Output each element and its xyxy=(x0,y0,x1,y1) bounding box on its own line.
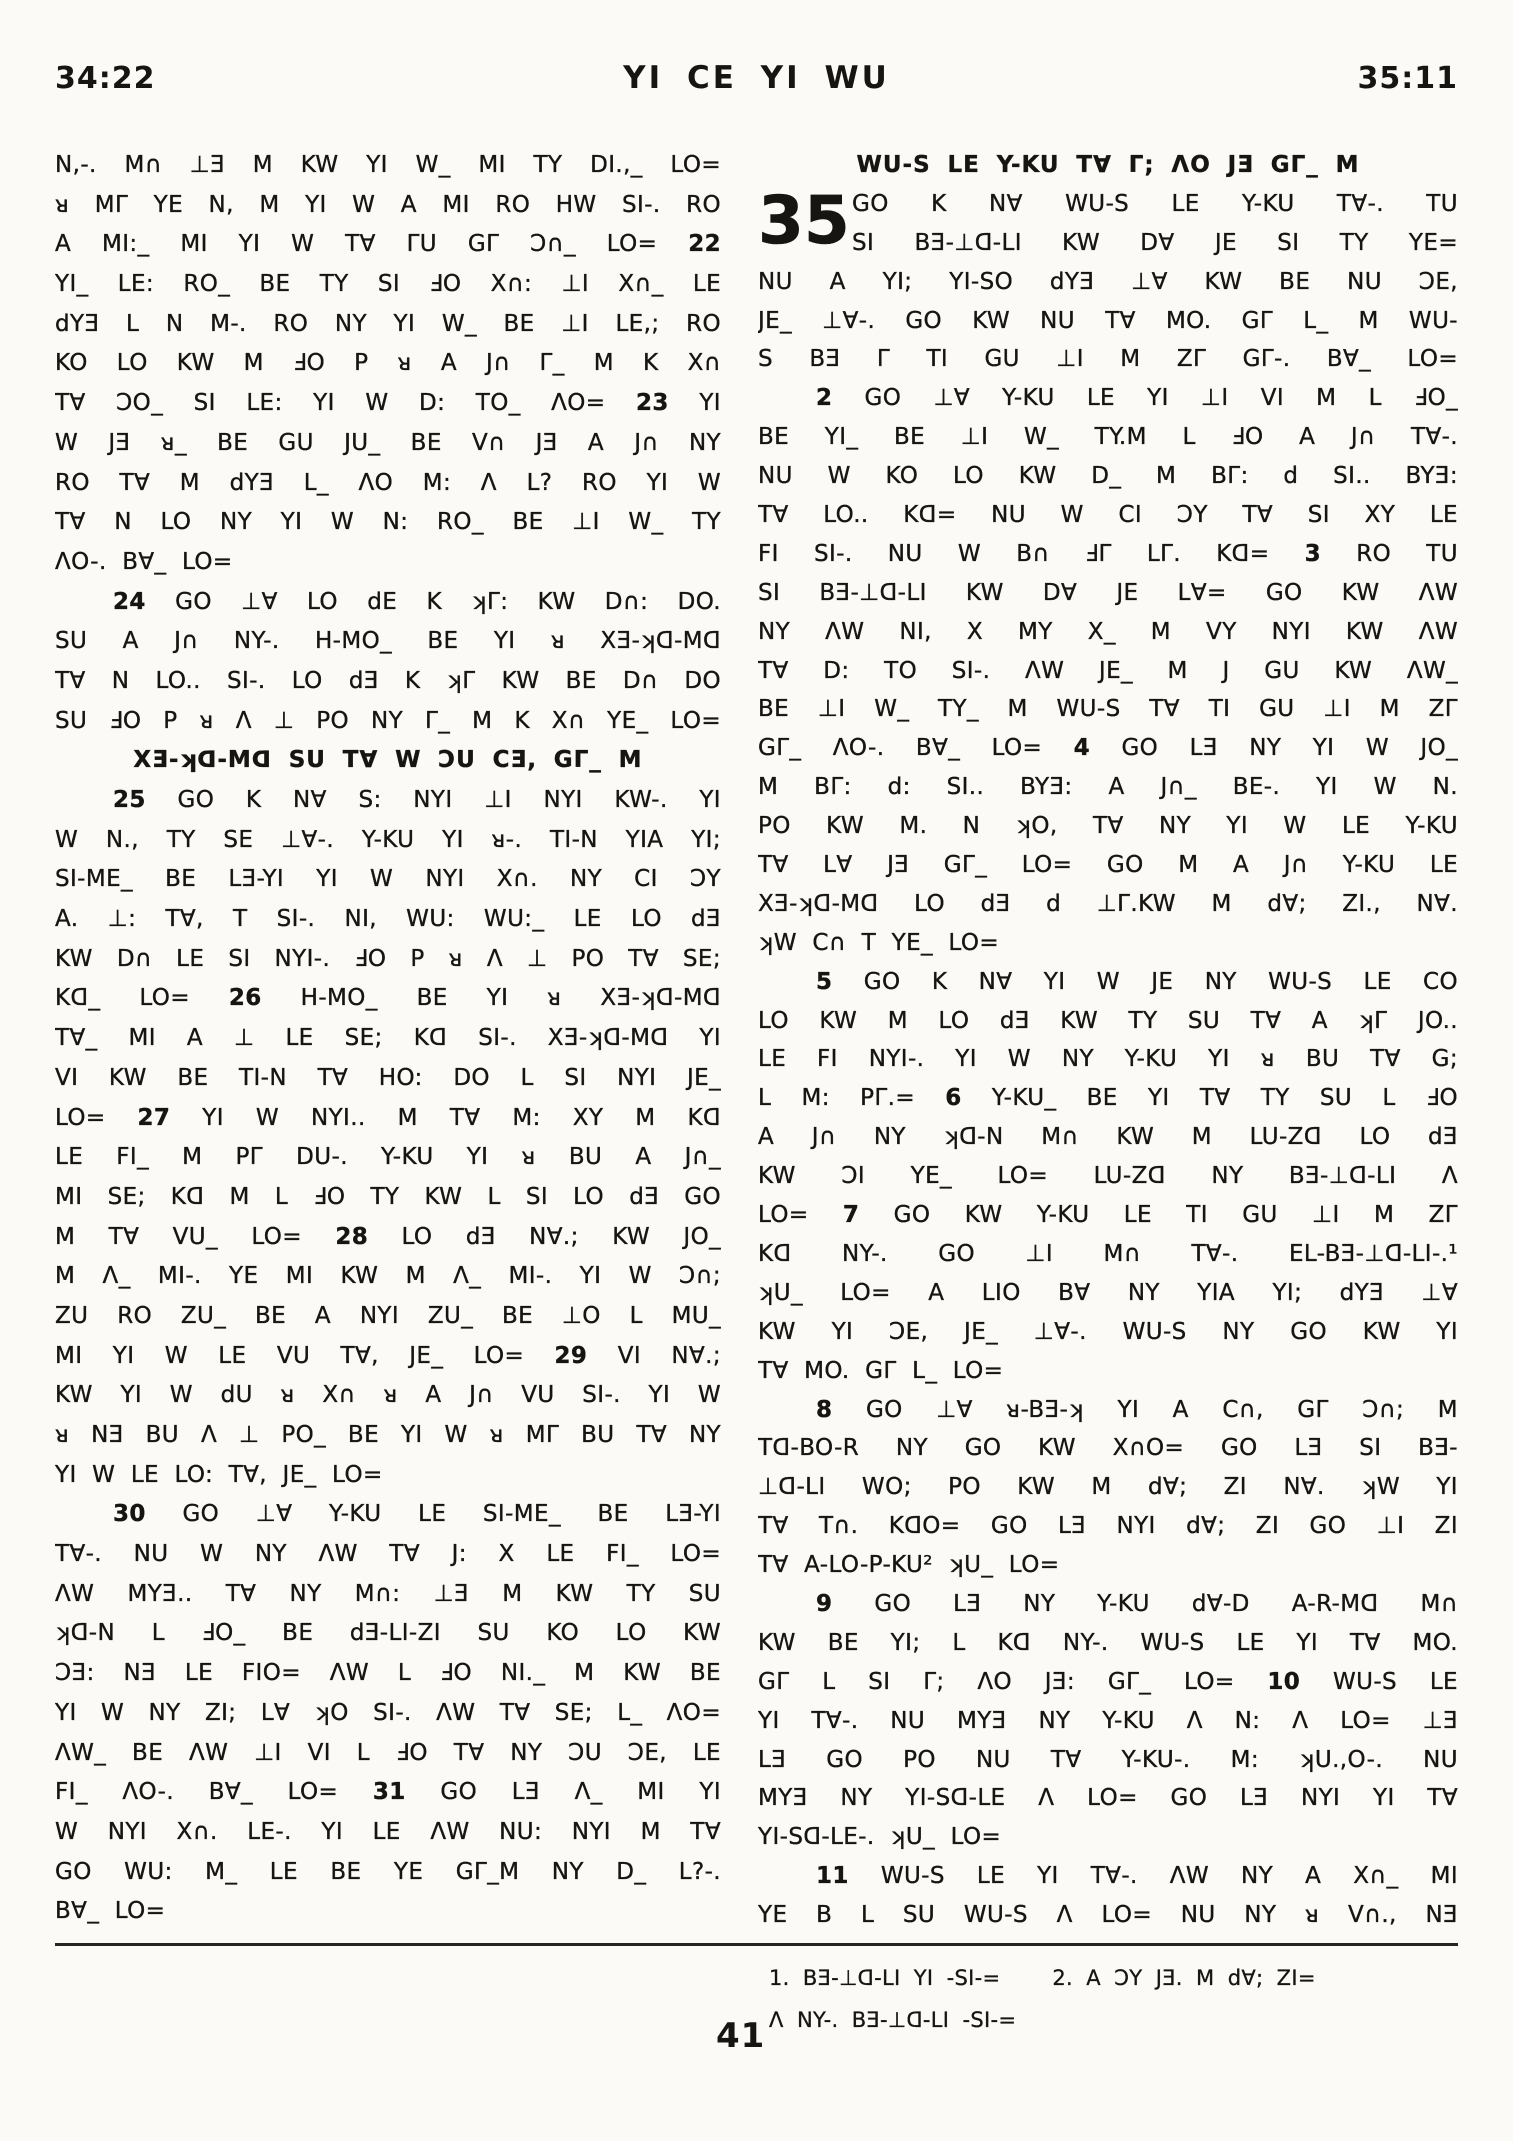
text-line xyxy=(55,1337,721,1377)
text-run: YI W LE LO: T∀, JE_ LO= xyxy=(55,1461,383,1488)
text-line xyxy=(758,496,1458,535)
bold-text: XƎ-ʞᗡ-Mᗡ SU T∀ W ƆU CƎ, GΓ_ M xyxy=(133,747,643,774)
section-heading xyxy=(55,741,721,781)
text-line xyxy=(55,900,721,940)
text-run: M BΓ: d: SI.. BYƎ: A J∩_ BE-. YI W N. xyxy=(758,774,1458,801)
verse-number: 5 xyxy=(816,968,833,995)
text-line xyxy=(55,1059,721,1099)
text-line xyxy=(55,940,721,980)
text-run: LO= xyxy=(758,1202,843,1229)
text-run: LE FI_ M PΓ DU-. Y-KU YI ᴚ BU A J∩_ xyxy=(55,1144,721,1171)
text-line xyxy=(55,265,721,305)
text-run: GO ⊥∀ ᴚ-BƎ-ʞ YI A C∩, GΓ Ɔ∩; M xyxy=(832,1396,1458,1423)
text-run: WU-S LE YI T∀-. ΛW NY A X∩_ MI xyxy=(848,1863,1458,1890)
text-line xyxy=(55,860,721,900)
verse-number: 10 xyxy=(1267,1668,1301,1695)
chapter-number: 35 xyxy=(758,181,850,259)
text-line xyxy=(758,1196,1458,1235)
chapter-opening-lines xyxy=(852,185,1458,263)
text-run: VI N∀.; xyxy=(587,1342,721,1369)
text-run: SI-ME_ BE LƎ-YI YI W NYI X∩. NY CI ƆY xyxy=(55,866,721,893)
text-line xyxy=(758,574,1458,613)
text-run: BE YI_ BE ⊥I W_ TY.M L ℲO A J∩ T∀-. xyxy=(758,424,1458,451)
text-run: H-MO_ BE YI ᴚ XƎ-ʞᗡ-Mᗡ xyxy=(261,985,721,1012)
text-run: SU A J∩ NY-. H-MO_ BE YI ᴚ XƎ-ʞᗡ-Mᗡ xyxy=(55,628,721,655)
text-run: Y-KU_ BE YI T∀ TY SU L ℲO xyxy=(961,1085,1458,1112)
text-run: YI xyxy=(668,390,721,417)
text-run: BE ⊥I W_ TY_ M WU-S T∀ TI GU ⊥I M ZΓ xyxy=(758,696,1458,723)
text-run: B∀_ LO= xyxy=(55,1898,166,1925)
text-line xyxy=(758,1546,1458,1585)
text-run: MI YI W LE VU T∀, JE_ LO= xyxy=(55,1342,555,1369)
text-run: YI-Sᗡ-LE-. ʞU_ LO= xyxy=(758,1824,1002,1851)
text-run: JE_ ⊥∀-. GO KW NU T∀ MO. GΓ L_ M WU- xyxy=(758,307,1458,334)
page-number: 41 xyxy=(716,2016,766,2056)
text-line xyxy=(758,1118,1458,1157)
text-run: KW BE YI; L Kᗡ NY-. WU-S LE YI T∀ MO. xyxy=(758,1629,1458,1656)
text-run: VI KW BE TI-N T∀ HO: DO L SI NYI JE_ xyxy=(55,1064,721,1091)
text-line xyxy=(55,186,721,226)
text-line xyxy=(55,979,721,1019)
text-run: ʞW C∩ T YE_ LO= xyxy=(758,929,1000,956)
footnote-entry: Λ NY-. BƎ-⊥ᗡ-LI -SI-= xyxy=(769,2007,1017,2032)
text-line xyxy=(758,1391,1458,1430)
right-column xyxy=(758,146,1458,1935)
text-line xyxy=(758,1896,1458,1935)
text-line xyxy=(55,702,721,742)
text-line xyxy=(55,1734,721,1774)
text-run: T∀ L∀ JƎ GΓ_ LO= GO M A J∩ Y-KU LE xyxy=(758,852,1458,879)
text-run: GO ⊥∀ LO dE K ʞΓ: KW D∩: DO. xyxy=(145,588,721,615)
text-run: T∀-. NU W NY ΛW T∀ J: X LE FI_ LO= xyxy=(55,1541,721,1568)
text-run: GΓ L SI Γ; ΛO JƎ: GΓ_ LO= xyxy=(758,1668,1268,1695)
text-run: M T∀ VU_ LO= xyxy=(55,1223,336,1250)
text-run: A MI:_ MI YI W T∀ ΓU GΓ Ɔ∩_ LO= xyxy=(55,231,689,258)
verse-number: 3 xyxy=(1304,540,1322,567)
text-line xyxy=(55,583,721,623)
text-run: ʞU_ LO= A LIO B∀ NY YIA YI; dYƎ ⊥∀ xyxy=(758,1279,1458,1306)
text-line xyxy=(758,535,1458,574)
text-line xyxy=(758,1857,1458,1896)
text-run: Kᗡ_ LO= xyxy=(55,985,229,1012)
text-run: LƎ GO PO NU T∀ Y-KU-. M: ʞU.,O-. NU xyxy=(758,1746,1458,1773)
verse-number: 29 xyxy=(554,1342,588,1369)
text-run: LO= xyxy=(55,1104,138,1131)
text-line xyxy=(758,1779,1458,1818)
text-line xyxy=(758,1663,1458,1702)
text-run: ʞᗡ-N L ℲO_ BE dƎ-LI-ZI SU KO LO KW xyxy=(55,1620,721,1647)
text-line xyxy=(758,1585,1458,1624)
text-line xyxy=(758,690,1458,729)
text-line xyxy=(758,1818,1458,1857)
footnotes xyxy=(769,1957,1458,2041)
footnote-line xyxy=(769,1999,1458,2041)
text-run: YI T∀-. NU MYƎ NY Y-KU Λ N: Λ LO= ⊥Ǝ xyxy=(758,1707,1458,1734)
text-line xyxy=(55,1257,721,1297)
verse-number: 30 xyxy=(113,1501,146,1528)
text-line xyxy=(758,340,1458,379)
text-line xyxy=(55,1535,721,1575)
text-run: T∀ N LO NY YI W N: RO_ BE ⊥I W_ TY xyxy=(55,509,721,536)
footnote-line xyxy=(769,1957,1458,1999)
verse-number: 23 xyxy=(636,390,669,417)
text-line xyxy=(55,344,721,384)
text-line xyxy=(758,613,1458,652)
text-line xyxy=(758,807,1458,846)
text-run: GO K N∀ YI W JE NY WU-S LE CO xyxy=(832,968,1458,995)
text-run: GO ⊥∀ Y-KU LE SI-ME_ BE LƎ-YI xyxy=(145,1501,721,1528)
verse-number: 9 xyxy=(816,1590,833,1617)
verse-number: 25 xyxy=(113,787,146,813)
bold-text: WU-S LE Y-KU T∀ Γ; ΛO JƎ GΓ_ M xyxy=(856,152,1360,178)
text-line xyxy=(55,821,721,861)
text-line xyxy=(55,1178,721,1218)
text-line xyxy=(758,1313,1458,1352)
text-line xyxy=(55,1456,721,1496)
chapter-block xyxy=(758,181,1458,263)
text-run: PO KW M. N ʞO, T∀ NY YI W LE Y-KU xyxy=(758,813,1458,840)
text-run: T∀ ƆO_ SI LE: YI W D: TO_ ΛO= xyxy=(55,390,637,417)
text-run: RO TU xyxy=(1321,540,1458,567)
text-run: NU A YI; YI-SO dYƎ ⊥∀ KW BE NU ƆE, xyxy=(758,268,1458,295)
text-line xyxy=(758,652,1458,691)
text-line xyxy=(758,1079,1458,1118)
text-run: KO LO KW M ℲO P ᴚ A J∩ Γ_ M K X∩ xyxy=(55,350,721,377)
text-line xyxy=(55,146,721,186)
text-line xyxy=(55,1853,721,1893)
verse-number: 22 xyxy=(688,231,721,258)
text-line xyxy=(55,622,721,662)
text-run: SI BƎ-⊥ᗡ-LI KW D∀ JE SI TY YE= xyxy=(852,229,1458,256)
text-line xyxy=(758,302,1458,341)
text-line xyxy=(758,1429,1458,1468)
text-line xyxy=(55,1138,721,1178)
text-line xyxy=(55,305,721,345)
text-line xyxy=(758,1741,1458,1780)
verse-number: 8 xyxy=(816,1396,833,1423)
text-run: YI W NYI.. M T∀ M: XY M Kᗡ xyxy=(170,1104,721,1131)
text-run: A J∩ NY ʞᗡ-N M∩ KW M LU-Zᗡ LO dƎ xyxy=(758,1124,1458,1151)
text-line xyxy=(55,1099,721,1139)
text-run: ΛO-. B∀_ LO= xyxy=(55,548,233,575)
text-line xyxy=(55,1813,721,1853)
verse-number: 2 xyxy=(816,385,833,412)
text-run: SU ℲO P ᴚ Λ ⊥ PO NY Γ_ M K X∩ YE_ LO= xyxy=(55,707,721,734)
text-run: M Λ_ MI-. YE MI KW M Λ_ MI-. YI W Ɔ∩; xyxy=(55,1263,721,1290)
verse-number: 31 xyxy=(372,1779,406,1806)
text-run: T∀ N LO.. SI-. LO dƎ K ʞΓ KW BE D∩ DO xyxy=(55,667,721,694)
text-line xyxy=(55,225,721,265)
verse-number: 6 xyxy=(945,1085,962,1112)
text-run: T∀ D: TO SI-. ΛW JE_ M J GU KW ΛW_ xyxy=(758,657,1458,684)
text-run: T∀ MO. GΓ L_ LO= xyxy=(758,1357,1004,1384)
text-line xyxy=(758,846,1458,885)
text-run: dYƎ L N M-. RO NY YI W_ BE ⊥I LE,; RO xyxy=(55,310,721,337)
text-columns xyxy=(55,146,1458,1935)
text-run: SI BƎ-⊥ᗡ-LI KW D∀ JE L∀= GO KW ΛW xyxy=(758,579,1458,606)
text-line xyxy=(55,662,721,702)
text-run: NY ΛW NI, X MY X_ M VY NYI KW ΛW xyxy=(758,618,1458,645)
text-line xyxy=(758,1468,1458,1507)
text-line xyxy=(758,1274,1458,1313)
left-column xyxy=(55,146,721,1935)
text-run: ᴚ NƎ BU Λ ⊥ PO_ BE YI W ᴚ MΓ BU T∀ NY xyxy=(55,1422,721,1448)
text-run: KW YI W dU ᴚ X∩ ᴚ A J∩ VU SI-. YI W xyxy=(55,1382,721,1409)
text-line xyxy=(55,1614,721,1654)
text-run: GΓ_ ΛO-. B∀_ LO= xyxy=(758,735,1074,762)
text-line xyxy=(758,1352,1458,1391)
text-line xyxy=(55,424,721,464)
text-line xyxy=(758,924,1458,963)
text-run: Kᗡ NY-. GO ⊥I M∩ T∀-. EL-BƎ-⊥ᗡ-LI-.¹ xyxy=(758,1240,1458,1267)
text-line xyxy=(758,885,1458,924)
text-line xyxy=(55,1773,721,1813)
text-run: ZU RO ZU_ BE A NYI ZU_ BE ⊥O L MU_ xyxy=(55,1302,721,1329)
text-run: MI SE; Kᗡ M L ℲO TY KW L SI LO dƎ GO xyxy=(55,1183,721,1210)
text-run: KW D∩ LE SI NYI-. ℲO P ᴚ Λ ⊥ PO T∀ SE; xyxy=(55,945,721,972)
footnote-entry: 2. A ƆY JƎ. M d∀; ZI= xyxy=(1052,1965,1316,1990)
text-run: GO ⊥∀ Y-KU LE YI ⊥I VI M L ℲO_ xyxy=(832,385,1458,412)
text-run: FI_ ΛO-. B∀_ LO= xyxy=(55,1779,373,1806)
text-run: W JƎ ᴚ_ BE GU JU_ BE V∩ JƎ A J∩ NY xyxy=(55,429,721,456)
text-line xyxy=(758,768,1458,807)
text-line xyxy=(758,1002,1458,1041)
text-run: GO LƎ NY Y-KU d∀-D A-R-Mᗡ M∩ xyxy=(832,1590,1458,1617)
verse-number: 27 xyxy=(137,1104,171,1131)
text-run: T∀ A-LO-P-KU² ʞU_ LO= xyxy=(758,1552,1060,1579)
footnote-divider xyxy=(55,1943,1458,1946)
text-run: RO T∀ M dYƎ L_ ΛO M: Λ L? RO YI W xyxy=(55,469,721,496)
verse-number: 24 xyxy=(113,588,146,615)
verse-ref-left: 34:22 xyxy=(55,61,156,96)
text-run: T∀_ MI A ⊥ LE SE; Kᗡ SI-. XƎ-ʞᗡ-Mᗡ YI xyxy=(55,1025,721,1052)
section-heading xyxy=(758,146,1458,185)
book-title: YI CE YI WU xyxy=(623,60,890,96)
text-run: LO dƎ N∀.; KW JO_ xyxy=(368,1223,721,1250)
verse-number: 4 xyxy=(1073,735,1091,762)
text-run: MYƎ NY YI-Sᗡ-LE Λ LO= GO LƎ NYI YI T∀ xyxy=(758,1785,1458,1812)
text-run: L M: PΓ.= xyxy=(758,1085,946,1112)
text-line xyxy=(55,1297,721,1337)
text-run: ΛW MYƎ.. T∀ NY M∩: ⊥Ǝ M KW TY SU xyxy=(55,1580,721,1607)
text-run: ᴚ MΓ YE N, M YI W A MI RO HW SI-. RO xyxy=(55,191,721,218)
text-run: ⊥ᗡ-LI WO; PO KW M d∀; ZI N∀. ʞW YI xyxy=(758,1474,1458,1501)
text-line xyxy=(55,1892,721,1932)
page-header xyxy=(55,0,1458,102)
text-run: ƆƎ: NƎ LE FIO= ΛW L ℲO NI._ M KW BE xyxy=(55,1660,721,1687)
text-line xyxy=(55,464,721,504)
text-run: T∀ T∩. KᗡO= GO LƎ NYI d∀; ZI GO ⊥I ZI xyxy=(758,1513,1458,1540)
text-run: YI W NY ZI; L∀ ʞO SI-. ΛW T∀ SE; L_ ΛO= xyxy=(55,1699,721,1726)
text-line xyxy=(758,418,1458,457)
text-run: A. ⊥: T∀, T SI-. NI, WU: WU:_ LE LO dƎ xyxy=(55,906,721,933)
text-line xyxy=(55,1416,721,1456)
text-run: YI_ LE: RO_ BE TY SI ℲO X∩: ⊥I X∩_ LE xyxy=(55,271,721,298)
text-run: NU W KO LO KW D_ M BΓ: d SI.. BYƎ: xyxy=(758,463,1458,490)
text-line xyxy=(55,1575,721,1615)
text-line xyxy=(55,1495,721,1535)
text-line xyxy=(55,781,721,821)
text-line xyxy=(55,1694,721,1734)
text-run: ΛW_ BE ΛW ⊥I VI L ℲO T∀ NY ƆU ƆE, LE xyxy=(55,1739,721,1766)
text-line xyxy=(55,503,721,543)
text-line xyxy=(758,1702,1458,1741)
text-run: GO WU: M_ LE BE YE GΓ_M NY D_ L?-. xyxy=(55,1858,721,1885)
text-line xyxy=(758,1040,1458,1079)
text-line xyxy=(758,963,1458,1002)
text-line xyxy=(758,729,1458,768)
text-run: FI SI-. NU W B∩ ℲΓ LΓ. Kᗡ= xyxy=(758,540,1305,567)
text-line xyxy=(758,1235,1458,1274)
verse-number: 7 xyxy=(842,1202,860,1229)
text-run: W N., TY SE ⊥∀-. Y-KU YI ᴚ-. TI-N YIA YI; xyxy=(55,826,721,853)
text-line xyxy=(55,1218,721,1258)
text-line xyxy=(55,1654,721,1694)
text-line xyxy=(758,379,1458,418)
text-line xyxy=(758,1157,1458,1196)
text-run: W NYI X∩. LE-. YI LE ΛW NU: NYI M T∀ xyxy=(55,1818,721,1845)
text-run: T∀ LO.. Kᗡ= NU W CI ƆY T∀ SI XY LE xyxy=(758,502,1458,529)
text-run: S BƎ Γ TI GU ⊥I M ZΓ GΓ-. B∀_ LO= xyxy=(758,346,1458,373)
text-run: LO KW M LO dƎ KW TY SU T∀ A ʞΓ JO.. xyxy=(758,1007,1458,1034)
text-line xyxy=(758,263,1458,302)
text-run: WU-S LE xyxy=(1300,1668,1458,1695)
text-run: GO K N∀ WU-S LE Y-KU T∀-. TU xyxy=(852,190,1458,217)
text-line xyxy=(852,224,1458,263)
text-run: KW ƆI YE_ LO= LU-Zᗡ NY BƎ-⊥ᗡ-LI Λ xyxy=(758,1163,1458,1190)
verse-number: 11 xyxy=(816,1863,849,1890)
text-run: XƎ-ʞᗡ-Mᗡ LO dƎ d ⊥Γ.KW M d∀; ZI., N∀. xyxy=(758,890,1458,917)
text-line xyxy=(758,1624,1458,1663)
text-line xyxy=(758,457,1458,496)
text-run: YE B L SU WU-S Λ LO= NU NY ᴚ V∩., NƎ xyxy=(758,1902,1458,1929)
text-run: KW YI ƆE, JE_ ⊥∀-. WU-S NY GO KW YI xyxy=(758,1318,1458,1345)
text-line xyxy=(758,1507,1458,1546)
verse-ref-right: 35:11 xyxy=(1357,61,1458,96)
text-line xyxy=(852,185,1458,224)
text-run: GO KW Y-KU LE TI GU ⊥I M ZΓ xyxy=(859,1202,1458,1229)
text-line xyxy=(55,384,721,424)
text-line xyxy=(55,543,721,583)
text-run: Tᗡ-BO-R NY GO KW X∩O= GO LƎ SI BƎ- xyxy=(758,1435,1458,1462)
verse-number: 26 xyxy=(228,985,262,1012)
text-run: GO LƎ Λ_ MI YI xyxy=(405,1779,721,1806)
text-run: GO K N∀ S: NYI ⊥I NYI KW-. YI xyxy=(145,787,721,813)
text-run: N,-. M∩ ⊥Ǝ M KW YI W_ MI TY DI.,_ LO= xyxy=(55,152,721,178)
text-line xyxy=(55,1019,721,1059)
text-run: GO LƎ NY YI W JO_ xyxy=(1090,735,1458,762)
text-line xyxy=(55,1376,721,1416)
text-run: LE FI NYI-. YI W NY Y-KU YI ᴚ BU T∀ G; xyxy=(758,1046,1458,1073)
footnote-entry: 1. BƎ-⊥ᗡ-LI YI -SI-= xyxy=(769,1965,1001,1990)
verse-number: 28 xyxy=(335,1223,369,1250)
